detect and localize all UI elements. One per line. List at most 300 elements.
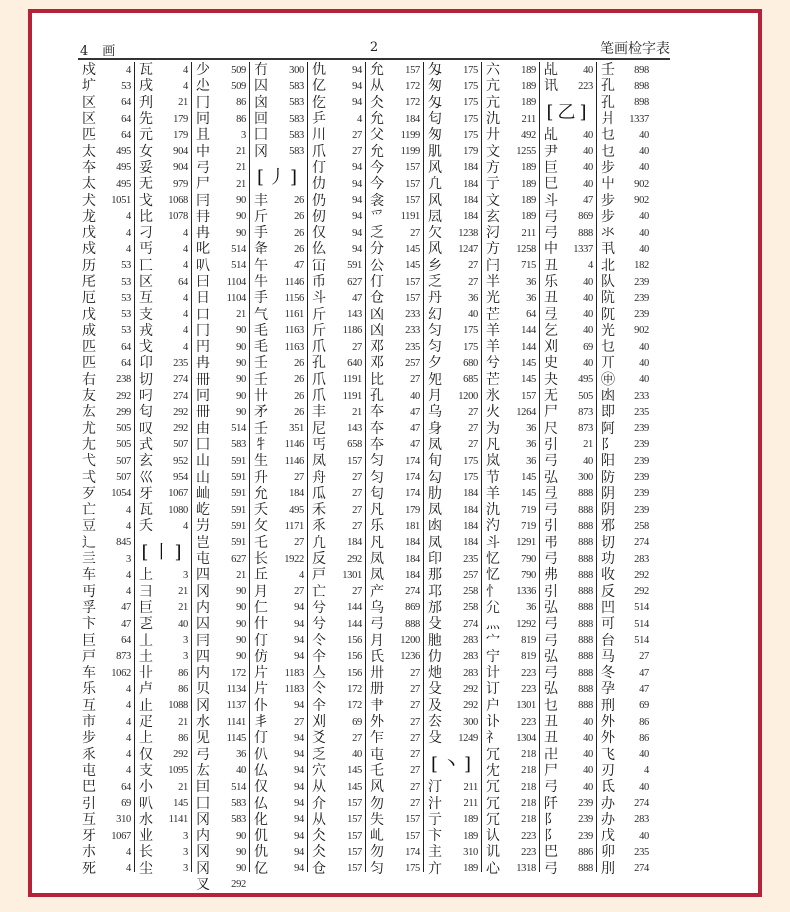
index-entry[interactable]: [544, 763, 593, 779]
index-entry[interactable]: [370, 62, 420, 78]
index-entry[interactable]: [428, 584, 478, 600]
index-entry[interactable]: [370, 290, 420, 306]
index-entry[interactable]: [254, 844, 304, 860]
index-entry[interactable]: [544, 388, 593, 404]
index-entry[interactable]: [601, 518, 649, 534]
index-entry[interactable]: [254, 404, 304, 420]
index-entry[interactable]: [139, 632, 188, 648]
index-entry[interactable]: [82, 567, 131, 583]
index-entry[interactable]: [428, 209, 478, 225]
index-entry[interactable]: [486, 714, 536, 730]
index-entry[interactable]: [82, 421, 131, 437]
index-entry[interactable]: [196, 209, 246, 225]
index-entry[interactable]: [370, 486, 420, 502]
index-entry[interactable]: [486, 763, 536, 779]
index-entry[interactable]: [82, 225, 131, 241]
index-entry[interactable]: [601, 421, 649, 437]
index-entry[interactable]: [82, 551, 131, 567]
index-entry[interactable]: [254, 209, 304, 225]
index-entry[interactable]: [82, 437, 131, 453]
index-entry[interactable]: [196, 616, 246, 632]
index-entry[interactable]: [370, 698, 420, 714]
index-entry[interactable]: [601, 209, 649, 225]
index-entry[interactable]: [139, 437, 188, 453]
index-entry[interactable]: [196, 160, 246, 176]
index-entry[interactable]: [486, 241, 536, 257]
index-entry[interactable]: [254, 649, 304, 665]
index-entry[interactable]: [544, 812, 593, 828]
index-entry[interactable]: [370, 518, 420, 534]
index-entry[interactable]: [428, 404, 478, 420]
index-entry[interactable]: [601, 812, 649, 828]
index-entry[interactable]: [139, 649, 188, 665]
index-entry[interactable]: [486, 437, 536, 453]
index-entry[interactable]: [428, 616, 478, 632]
index-entry[interactable]: [312, 469, 362, 485]
index-entry[interactable]: [254, 143, 304, 159]
index-entry[interactable]: [139, 779, 188, 795]
index-entry[interactable]: [486, 632, 536, 648]
index-entry[interactable]: [601, 192, 649, 208]
index-entry[interactable]: [82, 763, 131, 779]
index-entry[interactable]: [196, 649, 246, 665]
index-entry[interactable]: [428, 828, 478, 844]
index-entry[interactable]: [486, 95, 536, 111]
index-entry[interactable]: [196, 176, 246, 192]
index-entry[interactable]: [544, 78, 593, 94]
index-entry[interactable]: [139, 225, 188, 241]
index-entry[interactable]: [428, 372, 478, 388]
index-entry[interactable]: [601, 176, 649, 192]
index-entry[interactable]: [601, 290, 649, 306]
index-entry[interactable]: [370, 274, 420, 290]
index-entry[interactable]: [82, 111, 131, 127]
index-entry[interactable]: [139, 746, 188, 762]
index-entry[interactable]: [601, 551, 649, 567]
index-entry[interactable]: [82, 404, 131, 420]
index-entry[interactable]: [196, 78, 246, 94]
index-entry[interactable]: [601, 355, 649, 371]
index-entry[interactable]: [601, 127, 649, 143]
index-entry[interactable]: [254, 323, 304, 339]
index-entry[interactable]: [370, 714, 420, 730]
index-entry[interactable]: [428, 730, 478, 746]
index-entry[interactable]: [196, 502, 246, 518]
index-entry[interactable]: [312, 518, 362, 534]
index-entry[interactable]: [312, 567, 362, 583]
index-entry[interactable]: [544, 844, 593, 860]
index-entry[interactable]: [254, 192, 304, 208]
index-entry[interactable]: [486, 62, 536, 78]
index-entry[interactable]: [370, 192, 420, 208]
index-entry[interactable]: [312, 437, 362, 453]
index-entry[interactable]: [312, 584, 362, 600]
index-entry[interactable]: [544, 192, 593, 208]
index-entry[interactable]: [486, 698, 536, 714]
index-entry[interactable]: [312, 209, 362, 225]
index-entry[interactable]: [82, 518, 131, 534]
index-entry[interactable]: [601, 274, 649, 290]
index-entry[interactable]: [254, 551, 304, 567]
index-entry[interactable]: [139, 274, 188, 290]
index-entry[interactable]: [139, 665, 188, 681]
index-entry[interactable]: [312, 714, 362, 730]
index-entry[interactable]: [544, 681, 593, 697]
index-entry[interactable]: [601, 714, 649, 730]
index-entry[interactable]: [196, 143, 246, 159]
index-entry[interactable]: [196, 62, 246, 78]
index-entry[interactable]: [601, 632, 649, 648]
index-entry[interactable]: [428, 453, 478, 469]
index-entry[interactable]: [601, 779, 649, 795]
index-entry[interactable]: [601, 160, 649, 176]
index-entry[interactable]: [82, 143, 131, 159]
index-entry[interactable]: [544, 714, 593, 730]
index-entry[interactable]: [486, 160, 536, 176]
index-entry[interactable]: [196, 486, 246, 502]
index-entry[interactable]: [196, 551, 246, 567]
index-entry[interactable]: [601, 584, 649, 600]
index-entry[interactable]: [370, 746, 420, 762]
index-entry[interactable]: [196, 404, 246, 420]
index-entry[interactable]: [196, 828, 246, 844]
index-entry[interactable]: [312, 861, 362, 877]
index-entry[interactable]: [82, 95, 131, 111]
index-entry[interactable]: [601, 437, 649, 453]
index-entry[interactable]: [428, 861, 478, 877]
index-entry[interactable]: [601, 469, 649, 485]
index-entry[interactable]: [486, 78, 536, 94]
index-entry[interactable]: [486, 225, 536, 241]
index-entry[interactable]: [82, 290, 131, 306]
index-entry[interactable]: [370, 567, 420, 583]
index-entry[interactable]: [544, 632, 593, 648]
index-entry[interactable]: [370, 306, 420, 322]
index-entry[interactable]: [370, 502, 420, 518]
index-entry[interactable]: [601, 698, 649, 714]
index-entry[interactable]: [196, 632, 246, 648]
index-entry[interactable]: [370, 241, 420, 257]
index-entry[interactable]: [601, 861, 649, 877]
index-entry[interactable]: [82, 323, 131, 339]
index-entry[interactable]: [370, 225, 420, 241]
index-entry[interactable]: [601, 828, 649, 844]
index-entry[interactable]: [139, 404, 188, 420]
index-entry[interactable]: [254, 486, 304, 502]
index-entry[interactable]: [486, 844, 536, 860]
index-entry[interactable]: [601, 681, 649, 697]
index-entry[interactable]: [601, 567, 649, 583]
index-entry[interactable]: [428, 95, 478, 111]
index-entry[interactable]: [428, 551, 478, 567]
index-entry[interactable]: [544, 665, 593, 681]
index-entry[interactable]: [196, 600, 246, 616]
index-entry[interactable]: [486, 258, 536, 274]
index-entry[interactable]: [428, 127, 478, 143]
index-entry[interactable]: [196, 698, 246, 714]
index-entry[interactable]: [486, 681, 536, 697]
index-entry[interactable]: [370, 437, 420, 453]
index-entry[interactable]: [486, 143, 536, 159]
index-entry[interactable]: [312, 649, 362, 665]
index-entry[interactable]: [196, 681, 246, 697]
index-entry[interactable]: [196, 746, 246, 762]
index-entry[interactable]: [254, 567, 304, 583]
index-entry[interactable]: [601, 306, 649, 322]
index-entry[interactable]: [428, 176, 478, 192]
index-entry[interactable]: [254, 111, 304, 127]
index-entry[interactable]: [312, 844, 362, 860]
index-entry[interactable]: [544, 323, 593, 339]
index-entry[interactable]: [139, 486, 188, 502]
index-entry[interactable]: [82, 828, 131, 844]
index-entry[interactable]: [82, 812, 131, 828]
index-entry[interactable]: [486, 355, 536, 371]
index-entry[interactable]: [139, 453, 188, 469]
index-entry[interactable]: [196, 714, 246, 730]
index-entry[interactable]: [486, 469, 536, 485]
index-entry[interactable]: [312, 535, 362, 551]
index-entry[interactable]: [370, 143, 420, 159]
index-entry[interactable]: [428, 795, 478, 811]
index-entry[interactable]: [544, 437, 593, 453]
index-entry[interactable]: [254, 274, 304, 290]
index-entry[interactable]: [370, 388, 420, 404]
index-entry[interactable]: [196, 127, 246, 143]
index-entry[interactable]: [139, 95, 188, 111]
index-entry[interactable]: [312, 143, 362, 159]
index-entry[interactable]: [312, 681, 362, 697]
index-entry[interactable]: [196, 258, 246, 274]
index-entry[interactable]: [82, 241, 131, 257]
index-entry[interactable]: [486, 372, 536, 388]
index-entry[interactable]: [312, 306, 362, 322]
index-entry[interactable]: [196, 388, 246, 404]
index-entry[interactable]: [428, 535, 478, 551]
index-entry[interactable]: [254, 665, 304, 681]
index-entry[interactable]: [428, 567, 478, 583]
index-entry[interactable]: [82, 339, 131, 355]
index-entry[interactable]: [254, 388, 304, 404]
index-entry[interactable]: [428, 192, 478, 208]
index-entry[interactable]: [486, 567, 536, 583]
index-entry[interactable]: [370, 600, 420, 616]
index-entry[interactable]: [544, 176, 593, 192]
index-entry[interactable]: [370, 779, 420, 795]
index-entry[interactable]: [312, 665, 362, 681]
index-entry[interactable]: [428, 421, 478, 437]
index-entry[interactable]: [370, 535, 420, 551]
index-entry[interactable]: [139, 192, 188, 208]
index-entry[interactable]: [312, 763, 362, 779]
index-entry[interactable]: [370, 681, 420, 697]
index-entry[interactable]: [544, 535, 593, 551]
index-entry[interactable]: [254, 372, 304, 388]
index-entry[interactable]: [428, 323, 478, 339]
index-entry[interactable]: [544, 209, 593, 225]
index-entry[interactable]: [139, 763, 188, 779]
index-entry[interactable]: [82, 714, 131, 730]
index-entry[interactable]: [370, 469, 420, 485]
index-entry[interactable]: [486, 730, 536, 746]
index-entry[interactable]: [601, 730, 649, 746]
index-entry[interactable]: [544, 241, 593, 257]
index-entry[interactable]: [254, 812, 304, 828]
index-entry[interactable]: [544, 127, 593, 143]
index-entry[interactable]: [486, 535, 536, 551]
index-entry[interactable]: [139, 78, 188, 94]
index-entry[interactable]: [312, 388, 362, 404]
index-entry[interactable]: [370, 795, 420, 811]
index-entry[interactable]: [139, 290, 188, 306]
index-entry[interactable]: [428, 111, 478, 127]
index-entry[interactable]: [139, 600, 188, 616]
index-entry[interactable]: [312, 62, 362, 78]
index-entry[interactable]: [428, 339, 478, 355]
index-entry[interactable]: [312, 323, 362, 339]
index-entry[interactable]: [139, 62, 188, 78]
index-entry[interactable]: [196, 339, 246, 355]
index-entry[interactable]: [486, 551, 536, 567]
index-entry[interactable]: [428, 844, 478, 860]
index-entry[interactable]: [370, 616, 420, 632]
index-entry[interactable]: [601, 143, 649, 159]
index-entry[interactable]: [601, 78, 649, 94]
index-entry[interactable]: [486, 812, 536, 828]
index-entry[interactable]: [82, 258, 131, 274]
index-entry[interactable]: [370, 209, 420, 225]
index-entry[interactable]: [82, 844, 131, 860]
index-entry[interactable]: [82, 306, 131, 322]
index-entry[interactable]: [544, 730, 593, 746]
index-entry[interactable]: [139, 111, 188, 127]
index-entry[interactable]: [486, 665, 536, 681]
index-entry[interactable]: [196, 355, 246, 371]
index-entry[interactable]: [601, 844, 649, 860]
index-entry[interactable]: [196, 567, 246, 583]
index-entry[interactable]: [601, 241, 649, 257]
index-entry[interactable]: [82, 665, 131, 681]
index-entry[interactable]: [370, 160, 420, 176]
index-entry[interactable]: [139, 795, 188, 811]
index-entry[interactable]: [486, 290, 536, 306]
index-entry[interactable]: [601, 225, 649, 241]
index-entry[interactable]: [312, 404, 362, 420]
index-entry[interactable]: [254, 746, 304, 762]
index-entry[interactable]: [370, 584, 420, 600]
index-entry[interactable]: [486, 388, 536, 404]
index-entry[interactable]: [601, 746, 649, 762]
index-entry[interactable]: [139, 323, 188, 339]
index-entry[interactable]: [486, 274, 536, 290]
index-entry[interactable]: [139, 388, 188, 404]
index-entry[interactable]: [196, 290, 246, 306]
index-entry[interactable]: [196, 665, 246, 681]
index-entry[interactable]: [139, 160, 188, 176]
index-entry[interactable]: [544, 828, 593, 844]
index-entry[interactable]: [544, 404, 593, 420]
index-entry[interactable]: [312, 486, 362, 502]
index-entry[interactable]: [139, 861, 188, 877]
index-entry[interactable]: [601, 453, 649, 469]
index-entry[interactable]: [196, 453, 246, 469]
index-entry[interactable]: [370, 730, 420, 746]
index-entry[interactable]: [601, 323, 649, 339]
index-entry[interactable]: [139, 339, 188, 355]
index-entry[interactable]: [370, 861, 420, 877]
index-entry[interactable]: [544, 421, 593, 437]
index-entry[interactable]: [544, 502, 593, 518]
index-entry[interactable]: [254, 241, 304, 257]
index-entry[interactable]: [139, 258, 188, 274]
index-entry[interactable]: [370, 665, 420, 681]
index-entry[interactable]: [486, 306, 536, 322]
index-entry[interactable]: [312, 355, 362, 371]
index-entry[interactable]: [196, 192, 246, 208]
index-entry[interactable]: [82, 176, 131, 192]
index-entry[interactable]: [428, 779, 478, 795]
index-entry[interactable]: [196, 241, 246, 257]
index-entry[interactable]: [312, 779, 362, 795]
index-entry[interactable]: [82, 160, 131, 176]
index-entry[interactable]: [139, 616, 188, 632]
index-entry[interactable]: [254, 828, 304, 844]
index-entry[interactable]: [254, 78, 304, 94]
index-entry[interactable]: [312, 795, 362, 811]
index-entry[interactable]: [428, 649, 478, 665]
index-entry[interactable]: [139, 584, 188, 600]
index-entry[interactable]: [139, 421, 188, 437]
index-entry[interactable]: [428, 518, 478, 534]
index-entry[interactable]: [370, 632, 420, 648]
index-entry[interactable]: [312, 616, 362, 632]
index-entry[interactable]: [254, 535, 304, 551]
index-entry[interactable]: [254, 518, 304, 534]
index-entry[interactable]: [428, 290, 478, 306]
index-entry[interactable]: [486, 486, 536, 502]
index-entry[interactable]: [82, 746, 131, 762]
index-entry[interactable]: [254, 225, 304, 241]
index-entry[interactable]: [312, 730, 362, 746]
index-entry[interactable]: [196, 861, 246, 877]
index-entry[interactable]: [196, 372, 246, 388]
index-entry[interactable]: [544, 746, 593, 762]
index-entry[interactable]: [428, 486, 478, 502]
index-entry[interactable]: [428, 502, 478, 518]
index-entry[interactable]: [139, 730, 188, 746]
index-entry[interactable]: [82, 502, 131, 518]
index-entry[interactable]: [82, 861, 131, 877]
index-entry[interactable]: [601, 111, 649, 127]
index-entry[interactable]: [254, 290, 304, 306]
index-entry[interactable]: [428, 160, 478, 176]
index-entry[interactable]: [428, 632, 478, 648]
index-entry[interactable]: [196, 323, 246, 339]
index-entry[interactable]: [82, 127, 131, 143]
index-entry[interactable]: [254, 795, 304, 811]
index-entry[interactable]: [428, 388, 478, 404]
index-entry[interactable]: [312, 551, 362, 567]
index-entry[interactable]: [370, 828, 420, 844]
index-entry[interactable]: [486, 616, 536, 632]
index-entry[interactable]: [312, 290, 362, 306]
index-entry[interactable]: [196, 225, 246, 241]
index-entry[interactable]: [312, 746, 362, 762]
index-entry[interactable]: [370, 372, 420, 388]
index-entry[interactable]: [601, 665, 649, 681]
index-entry[interactable]: [544, 486, 593, 502]
index-entry[interactable]: [486, 746, 536, 762]
